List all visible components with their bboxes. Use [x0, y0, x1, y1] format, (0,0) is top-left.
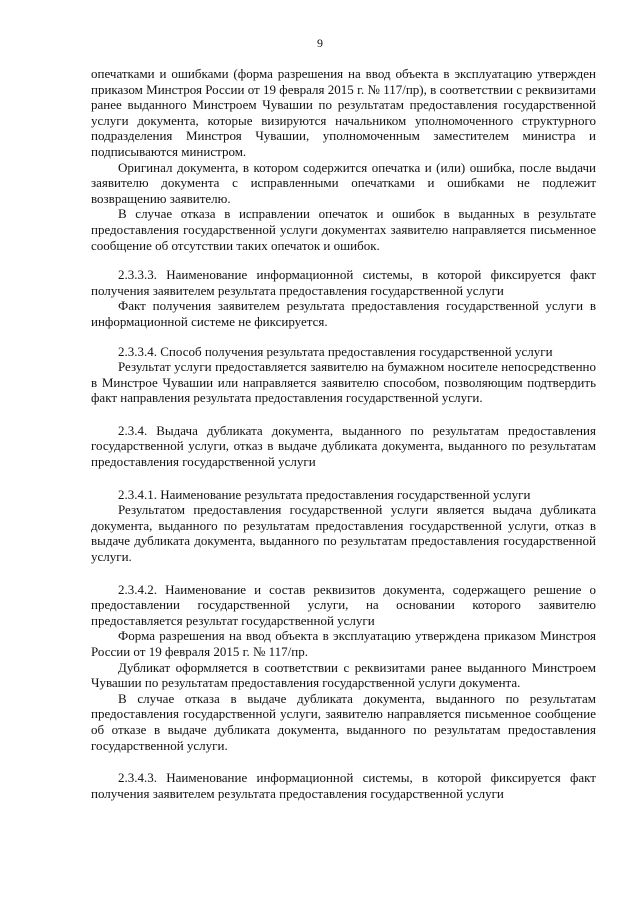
section-heading-2-3-4-2: 2.3.4.2. Наименование и состав реквизитов документа, содержащего решение о предоставлении государственной услуги, на основании которого заявителю предоставляется результат государственной услуги: [91, 581, 596, 628]
paragraph-continuation: опечатками и ошибками (форма разрешения на ввод объекта в эксплуатацию утвержден приказом Минстроя России от 19 февраля 2015 г. № 117/пр), в соответствии с реквизитами ранее выданного Минстроем Чувашии по результатам предоставления государственной услуги документа, которые визируются начальником уполномоченного структурного подразделения Минстроя Чувашии, уполномоченным заместителем министра и подписываются министром.: [91, 66, 596, 159]
document-body: [91, 66, 596, 801]
paragraph-fact-not-recorded: Факт получения заявителем результата предоставления государственной услуги в информационной системе не фиксируется.: [91, 298, 596, 329]
paragraph-duplicate-result: Результатом предоставления государственной услуги является выдача дубликата документа, выданного по результатам предоставления государственной услуги, отказ в выдаче дубликата документа, выданного по результатам предоставления государственной услуги.: [91, 502, 596, 565]
page-number: 9: [317, 36, 323, 50]
paragraph-permit-form: Форма разрешения на ввод объекта в эксплуатацию утверждена приказом Минстроя России от 19 февраля 2015 г. № 117/пр.: [91, 628, 596, 659]
section-heading-2-3-4-3: 2.3.4.3. Наименование информационной системы, в которой фиксируется факт получения заявителем результата предоставления государственной услуги: [91, 770, 596, 801]
paragraph-duplicate-format: Дубликат оформляется в соответствии с реквизитами ранее выданного Минстроем Чувашии по результатам предоставления государственной услуги документа.: [91, 659, 596, 691]
section-heading-2-3-3-3: 2.3.3.3. Наименование информационной системы, в которой фиксируется факт получения заявителем результата предоставления государственной услуги: [91, 267, 596, 298]
paragraph-result-delivery: Результат услуги предоставляется заявителю на бумажном носителе непосредственно в Минстрое Чувашии или направляется заявителю способом, позволяющим подтвердить факт направления результата предоставления государственной услуги.: [91, 359, 596, 406]
section-heading-2-3-4-1: 2.3.4.1. Наименование результата предоставления государственной услуги: [118, 486, 531, 502]
paragraph-original-document: Оригинал документа, в котором содержится опечатка и (или) ошибка, после выдачи заявителю документа с исправленными опечатками и ошибками не подлежит возвращению заявителю.: [91, 159, 596, 206]
paragraph-refusal-correction: В случае отказа в исправлении опечаток и ошибок в выданных в результате предоставления государственной услуги документах заявителю направляется письменное сообщение об отсутствии таких опечаток и ошибок.: [91, 206, 596, 253]
paragraph-duplicate-refusal: В случае отказа в выдаче дубликата документа, выданного по результатам предоставления государственной услуги, заявителю направляется письменное сообщение об отказе в выдаче дубликата документа, выданного по результатам предоставления государственной услуги.: [91, 690, 596, 753]
section-heading-2-3-4: 2.3.4. Выдача дубликата документа, выданного по результатам предоставления государственной услуги, отказ в выдаче дубликата документа, выданного по результатам предоставления государственной услуги: [91, 422, 596, 470]
section-heading-2-3-3-4: 2.3.3.4. Способ получения результата предоставления государственной услуги: [118, 343, 553, 359]
